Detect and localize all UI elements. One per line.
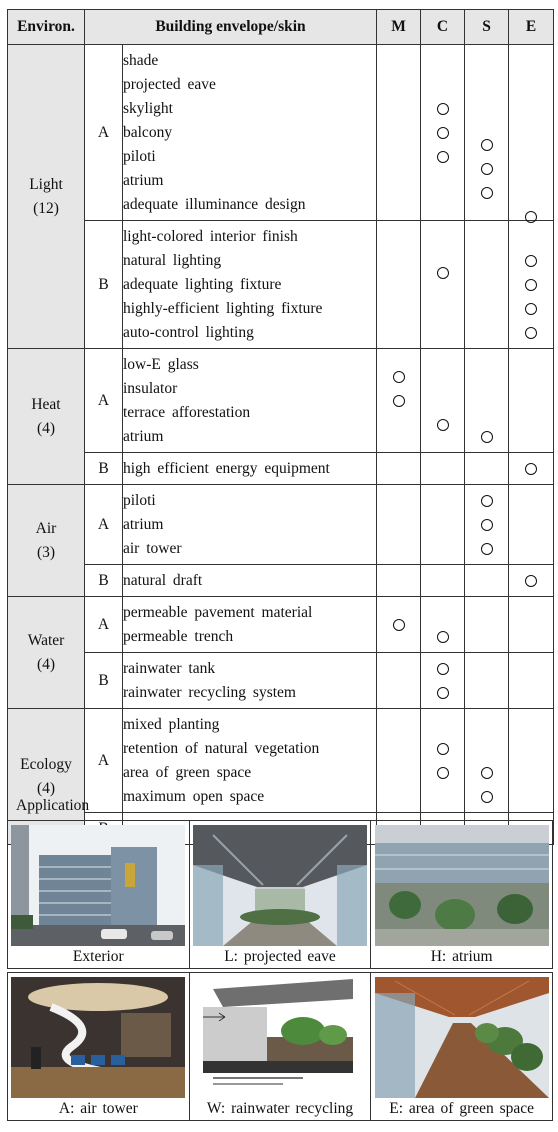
- list-item: area of green space: [123, 763, 252, 781]
- list-item: piloti: [123, 147, 156, 165]
- environ-name: Ecology: [20, 755, 72, 773]
- list-item: adequate illuminance design: [123, 195, 306, 213]
- photo-illustration: [193, 977, 367, 1098]
- photo-projected-eave: [193, 825, 367, 946]
- mark-cell-s: [465, 709, 509, 813]
- environ-count: (4): [36, 419, 56, 437]
- envelope-table: [7, 9, 554, 845]
- list-item: high efficient energy equipment: [123, 459, 330, 477]
- list-item: permeable pavement material: [123, 603, 313, 621]
- circle-mark-icon: [437, 419, 449, 431]
- environ-name: Water: [27, 631, 65, 649]
- list-item: atrium: [123, 427, 164, 445]
- list-item: auto-control lighting: [123, 323, 254, 341]
- photo-green-space: [375, 977, 549, 1098]
- mark-cell-m: [377, 349, 421, 453]
- list-item: adequate lighting fixture: [123, 275, 282, 293]
- items-cell: [123, 485, 377, 565]
- photo-caption: H: atrium: [430, 948, 493, 965]
- photo-cell: [189, 821, 371, 969]
- items-cell: [123, 45, 377, 221]
- items-cell: [123, 221, 377, 349]
- items-cell: [123, 349, 377, 453]
- list-item: balcony: [123, 123, 173, 141]
- list-item: low-E glass: [123, 355, 199, 373]
- application-label: Application: [16, 797, 90, 814]
- mark-cell-m: [377, 221, 421, 349]
- photo-cell: [371, 973, 553, 1121]
- photo-caption: W: rainwater recycling: [206, 1100, 354, 1117]
- environ-name: Air: [35, 519, 57, 537]
- photo-rainwater-recycling: [193, 977, 367, 1098]
- mark-cell-c: [421, 349, 465, 453]
- photo-atrium: [375, 825, 549, 946]
- environ-cell: [8, 597, 85, 709]
- circle-mark-icon: [481, 495, 493, 507]
- environ-name: Heat: [31, 395, 61, 413]
- list-item: air tower: [123, 539, 182, 557]
- list-item: permeable trench: [123, 627, 234, 645]
- mark-cell-e: [509, 221, 554, 349]
- list-item: maximum open space: [123, 787, 265, 805]
- mark-cell-s: [465, 349, 509, 453]
- photo-caption: L: projected eave: [224, 948, 336, 965]
- environ-name: Light: [29, 175, 63, 193]
- mark-cell-m: [377, 597, 421, 653]
- photo-cell: [371, 821, 553, 969]
- photo-air-tower: [11, 977, 185, 1098]
- circle-mark-icon: [437, 663, 449, 675]
- mark-cell-c: [421, 453, 465, 485]
- mark-cell-e: [509, 653, 554, 709]
- photo-row-1: [7, 820, 553, 969]
- row-air-b: [8, 565, 554, 597]
- mark-cell-s: [465, 653, 509, 709]
- mark-cell-e: [509, 485, 554, 565]
- mark-cell-m: [377, 565, 421, 597]
- circle-mark-icon: [481, 431, 493, 443]
- list-item: rainwater recycling system: [123, 683, 296, 701]
- mark-cell-e: [509, 597, 554, 653]
- mark-cell-c: [421, 709, 465, 813]
- photo-caption: A: air tower: [58, 1100, 138, 1117]
- sub-category: A: [85, 485, 123, 565]
- header-environ: Environ.: [8, 10, 85, 45]
- circle-mark-icon: [437, 267, 449, 279]
- photo-cell: [8, 973, 190, 1121]
- row-heat-a: [8, 349, 554, 453]
- environ-cell: [8, 45, 85, 349]
- circle-mark-icon: [481, 543, 493, 555]
- mark-cell-s: [465, 565, 509, 597]
- mark-cell-c: [421, 485, 465, 565]
- list-item: terrace afforestation: [123, 403, 251, 421]
- row-ecology-a: [8, 709, 554, 813]
- mark-cell-e: [509, 45, 554, 221]
- list-item: natural lighting: [123, 251, 222, 269]
- circle-mark-icon: [393, 371, 405, 383]
- circle-mark-icon: [525, 279, 537, 291]
- items-cell: [123, 453, 377, 485]
- mark-cell-s: [465, 221, 509, 349]
- list-item: natural draft: [123, 571, 203, 589]
- list-item: projected eave: [123, 75, 216, 93]
- mark-cell-c: [421, 221, 465, 349]
- mark-cell-m: [377, 453, 421, 485]
- circle-mark-icon: [525, 327, 537, 339]
- mark-cell-e: [509, 565, 554, 597]
- header-s: S: [465, 10, 509, 45]
- circle-mark-icon: [437, 631, 449, 643]
- circle-mark-icon: [393, 395, 405, 407]
- circle-mark-icon: [481, 791, 493, 803]
- circle-mark-icon: [481, 139, 493, 151]
- mark-cell-s: [465, 453, 509, 485]
- circle-mark-icon: [481, 767, 493, 779]
- mark-cell-c: [421, 45, 465, 221]
- circle-mark-icon: [437, 767, 449, 779]
- circle-mark-icon: [525, 303, 537, 315]
- row-light-a: [8, 45, 554, 221]
- sub-category: B: [85, 565, 123, 597]
- list-item: atrium: [123, 515, 164, 533]
- list-item: rainwater tank: [123, 659, 216, 677]
- sub-category: A: [85, 597, 123, 653]
- circle-mark-icon: [481, 163, 493, 175]
- row-light-b: [8, 221, 554, 349]
- photo-illustration: [11, 977, 185, 1098]
- environ-cell: [8, 485, 85, 597]
- photo-row-2: [7, 972, 553, 1121]
- header-m: M: [377, 10, 421, 45]
- header-skin: Building envelope/skin: [85, 10, 377, 45]
- environ-count: (4): [36, 779, 56, 797]
- list-item: shade: [123, 51, 159, 69]
- mark-cell-s: [465, 597, 509, 653]
- list-item: highly-efficient lighting fixture: [123, 299, 323, 317]
- photo-illustration: [375, 977, 549, 1098]
- mark-cell-m: [377, 485, 421, 565]
- circle-mark-icon: [525, 575, 537, 587]
- circle-mark-icon: [525, 463, 537, 475]
- list-item: light-colored interior finish: [123, 227, 298, 245]
- row-water-b: [8, 653, 554, 709]
- sub-category: B: [85, 653, 123, 709]
- mark-cell-c: [421, 653, 465, 709]
- environ-count: (12): [33, 199, 59, 217]
- mark-cell-c: [421, 597, 465, 653]
- sub-category: A: [85, 45, 123, 221]
- items-cell: [123, 597, 377, 653]
- circle-mark-icon: [437, 127, 449, 139]
- environ-cell: [8, 349, 85, 485]
- circle-mark-icon: [481, 519, 493, 531]
- row-air-a: [8, 485, 554, 565]
- photo-cell: [189, 973, 371, 1121]
- mark-cell-c: [421, 565, 465, 597]
- list-item: atrium: [123, 171, 164, 189]
- row-heat-b: [8, 453, 554, 485]
- list-item: mixed planting: [123, 715, 220, 733]
- circle-mark-icon: [481, 187, 493, 199]
- items-cell: [123, 709, 377, 813]
- photo-caption: E: area of green space: [389, 1100, 535, 1117]
- environ-count: (4): [36, 655, 56, 673]
- circle-mark-icon: [437, 103, 449, 115]
- photo-cell: [8, 821, 190, 969]
- photo-caption: Exterior: [72, 948, 124, 965]
- items-cell: [123, 565, 377, 597]
- list-item: insulator: [123, 379, 178, 397]
- circle-mark-icon: [525, 255, 537, 267]
- list-item: retention of natural vegetation: [123, 739, 320, 757]
- sub-category: B: [85, 453, 123, 485]
- header-c: C: [421, 10, 465, 45]
- environ-count: (3): [36, 543, 56, 561]
- circle-mark-icon: [437, 743, 449, 755]
- row-water-a: [8, 597, 554, 653]
- photo-illustration: [193, 825, 367, 946]
- sub-category: A: [85, 349, 123, 453]
- mark-cell-m: [377, 653, 421, 709]
- mark-cell-m: [377, 45, 421, 221]
- circle-mark-icon: [437, 151, 449, 163]
- mark-cell-s: [465, 485, 509, 565]
- photo-illustration: [11, 825, 185, 946]
- sub-category: B: [85, 221, 123, 349]
- mark-cell-m: [377, 709, 421, 813]
- mark-cell-e: [509, 349, 554, 453]
- circle-mark-icon: [393, 619, 405, 631]
- circle-mark-icon: [437, 687, 449, 699]
- items-cell: [123, 653, 377, 709]
- sub-category: A: [85, 709, 123, 813]
- photo-exterior: [11, 825, 185, 946]
- list-item: piloti: [123, 491, 156, 509]
- photo-illustration: [375, 825, 549, 946]
- header-e: E: [509, 10, 554, 45]
- mark-cell-e: [509, 453, 554, 485]
- mark-cell-s: [465, 45, 509, 221]
- mark-cell-e: [509, 709, 554, 813]
- list-item: skylight: [123, 99, 173, 117]
- header-row: [8, 10, 554, 45]
